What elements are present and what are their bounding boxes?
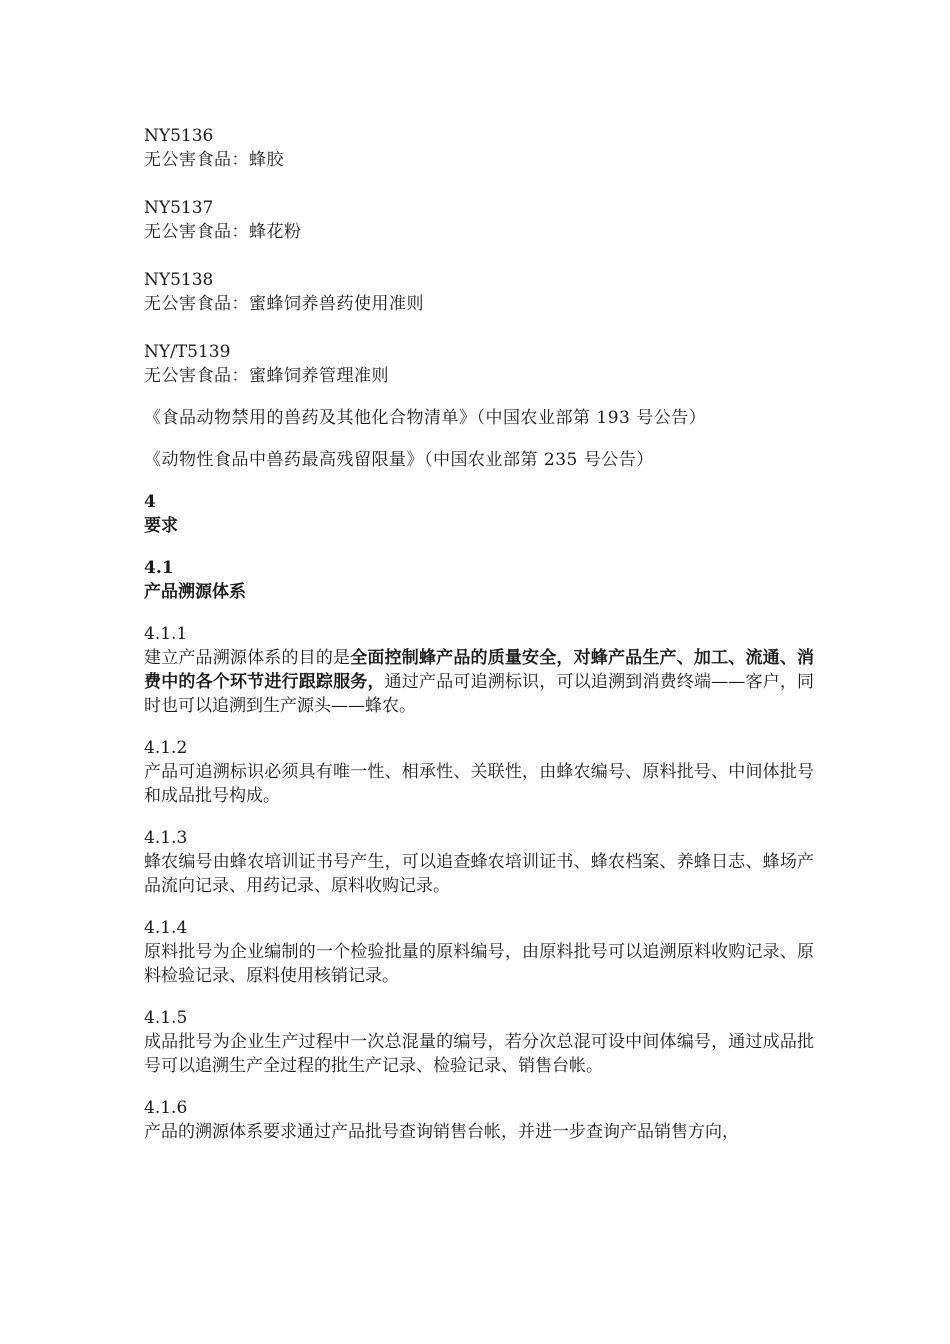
standard-code: NY/T5139 [144,342,231,362]
standard-code: NY5138 [144,270,214,290]
clause-text: 产品的溯源体系要求通过产品批号查询销售台帐，并进一步查询产品销售方向， [144,1122,739,1142]
clause-text [144,646,814,718]
clause [144,622,814,718]
clause [144,736,814,808]
clause-number: 4.1.3 [144,828,188,848]
reference-item: 《食品动物禁用的兽药及其他化合物清单》（中国农业部第 193 号公告） [144,408,707,428]
standard-entry [144,124,814,172]
clause [144,916,814,988]
reference-item: 《动物性食品中兽药最高残留限量》（中国农业部第 235 号公告） [144,450,654,470]
clause [144,1006,814,1078]
standard-code: NY5136 [144,126,214,146]
subsection-heading [144,556,814,604]
clause-text-intro: 建立产品溯源体系的目的是 [144,648,351,668]
clause-text-rest: 通过产品可追溯标识，可以追溯到消费终端——客户，同时也可以追溯到生产源头——蜂农。 [144,672,815,716]
clause-number: 4.1.4 [144,918,188,938]
standard-title: 无公害食品：蜂胶 [144,150,284,170]
clause-text-emphasis: 全面控制蜂产品的质量安全，对蜂产品生产、加工、流通、消费中的各个环节进行跟踪服务， [144,648,815,692]
document-body [144,124,814,1144]
section-heading [144,490,814,538]
clause-text: 原料批号为企业编制的一个检验批量的原料编号，由原料批号可以追溯原料收购记录、原料检验记录、原料使用核销记录。 [144,942,814,986]
clause-number: 4.1.6 [144,1098,188,1118]
subsection-title: 产品溯源体系 [144,582,246,602]
clause [144,826,814,898]
clause [144,1096,814,1144]
clause-text: 产品可追溯标识必须具有唯一性、相承性、关联性，由蜂农编号、原料批号、中间体批号和成品批号构成。 [144,762,814,806]
standard-entry [144,196,814,244]
standard-title: 无公害食品：蜜蜂饲养兽药使用准则 [144,294,424,314]
section-number: 4 [144,492,156,512]
standard-entry [144,268,814,316]
standard-title: 无公害食品：蜂花粉 [144,222,302,242]
standard-title: 无公害食品：蜜蜂饲养管理准则 [144,366,389,386]
clause-number: 4.1.1 [144,624,188,644]
standard-code: NY5137 [144,198,214,218]
section-title: 要求 [144,516,178,536]
clause-number: 4.1.5 [144,1008,188,1028]
subsection-number: 4.1 [144,558,174,578]
clause-text: 蜂农编号由蜂农培训证书号产生，可以追查蜂农培训证书、蜂农档案、养蜂日志、蜂场产品流向记录、用药记录、原料收购记录。 [144,852,814,896]
standard-entry [144,340,814,388]
clause-number: 4.1.2 [144,738,188,758]
clause-text: 成品批号为企业生产过程中一次总混量的编号，若分次总混可设中间体编号，通过成品批号可以追溯生产全过程的批生产记录、检验记录、销售台帐。 [144,1032,814,1076]
